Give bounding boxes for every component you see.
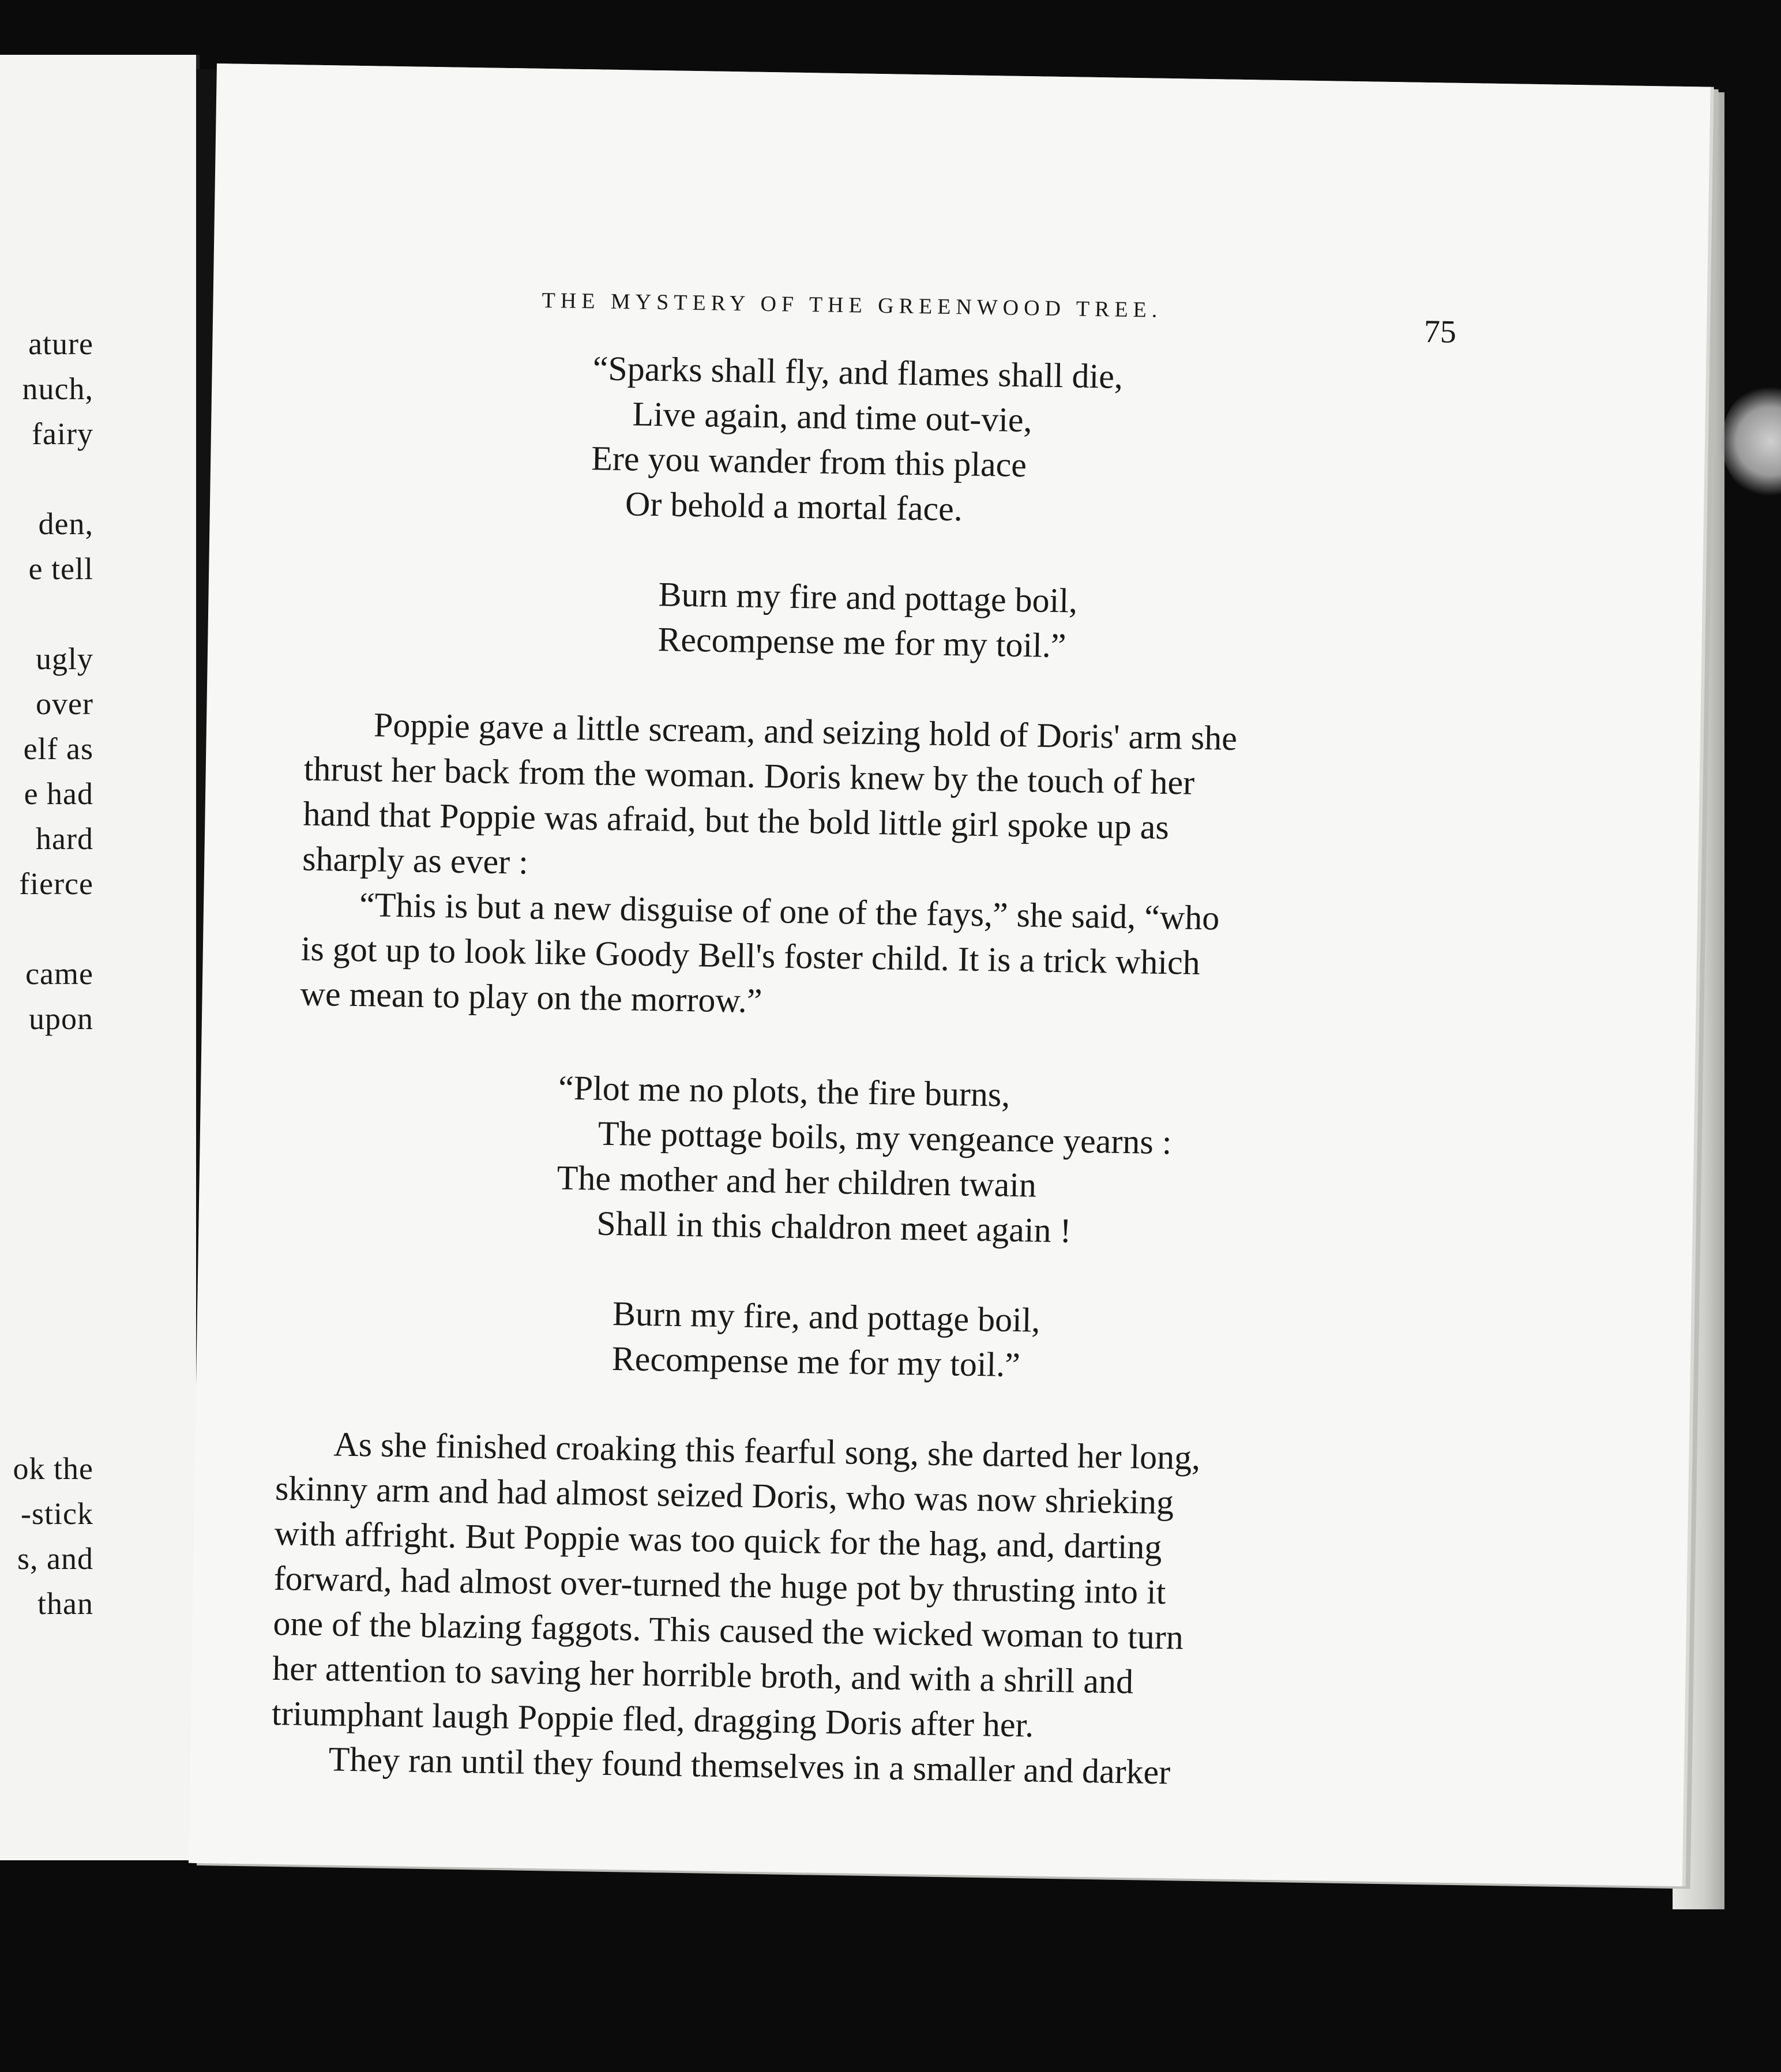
prose-line: is got up to look like Goody Bell's foster child. It is a trick which — [300, 929, 1201, 982]
left-text-line: over — [36, 686, 93, 721]
left-text-line: den, — [38, 506, 93, 541]
verse-line: Ere you wander from this place — [591, 439, 1027, 485]
prose-line: her attention to saving her horrible broth, and with a shrill and — [272, 1649, 1134, 1701]
verse-line: Recompense me for my toil.” — [657, 620, 1066, 665]
left-text-line: fairy — [32, 416, 93, 451]
left-text-line: ugly — [35, 641, 93, 676]
verse-line: Recompense me for my toil.” — [611, 1339, 1021, 1384]
prose-line: As she finished croaking this fearful song, she darted her long, — [333, 1425, 1201, 1477]
prose-line: one of the blazing faggots. This caused the wicked woman to turn — [273, 1604, 1184, 1657]
verse-line: “Plot me no plots, the fire burns, — [558, 1068, 1010, 1114]
left-page — [0, 55, 200, 1860]
left-text-line: fierce — [19, 866, 93, 901]
running-head: THE MYSTERY OF THE GREENWOOD TREE. — [542, 288, 1163, 322]
verse-line: Shall in this chaldron meet again ! — [596, 1204, 1072, 1250]
prose-line: They ran until they found themselves in a smaller and darker — [328, 1740, 1171, 1792]
prose-line: Poppie gave a little scream, and seizing hold of Doris' arm she — [373, 705, 1238, 757]
prose-line: thrust her back from the woman. Doris knew by the touch of her — [303, 749, 1195, 802]
paper-blemish — [1722, 384, 1781, 499]
prose-line: “This is but a new disguise of one of the fays,” she said, “who — [359, 885, 1220, 937]
prose-line: sharply as ever : — [302, 839, 529, 881]
left-text-line: ok the — [13, 1451, 93, 1486]
right-page — [189, 63, 1711, 1886]
left-text-line: s, and — [17, 1541, 93, 1576]
left-text-line: ature — [28, 326, 93, 361]
left-text-line: nuch, — [22, 371, 93, 406]
left-text-line: came — [25, 956, 93, 991]
left-text-line: upon — [29, 1001, 93, 1036]
verse-line: “Sparks shall fly, and flames shall die, — [592, 349, 1124, 396]
page-number: 75 — [1423, 313, 1457, 350]
left-text-line: e tell — [28, 551, 93, 586]
left-text-line: hard — [36, 821, 93, 856]
verse-line: Or behold a mortal face. — [625, 485, 963, 528]
left-text-line: -stick — [21, 1496, 93, 1531]
left-text-line: e had — [24, 776, 93, 811]
prose-line: skinny arm and had almost seized Doris, who was now shrieking — [275, 1469, 1174, 1522]
prose-line: we mean to play on the morrow.” — [300, 974, 762, 1020]
prose-line: forward, had almost over-turned the huge pot by thrusting into it — [273, 1559, 1166, 1612]
verse-line: Burn my fire and pottage boil, — [658, 575, 1078, 620]
left-text-line: than — [37, 1586, 93, 1621]
prose-line: with affright. But Poppie was too quick for the hag, and, darting — [274, 1514, 1162, 1567]
verse-line: Burn my fire, and pottage boil, — [612, 1294, 1040, 1339]
verse-line: Live again, and time out-vie, — [632, 395, 1033, 440]
verse-line: The mother and her children twain — [557, 1158, 1037, 1204]
verse-line: The pottage boils, my vengeance yearns : — [598, 1114, 1173, 1162]
left-text-line: elf as — [23, 731, 93, 766]
prose-line: hand that Poppie was afraid, but the bold little girl spoke up as — [303, 794, 1170, 847]
prose-line: triumphant laugh Poppie fled, dragging Doris after her. — [271, 1694, 1034, 1744]
